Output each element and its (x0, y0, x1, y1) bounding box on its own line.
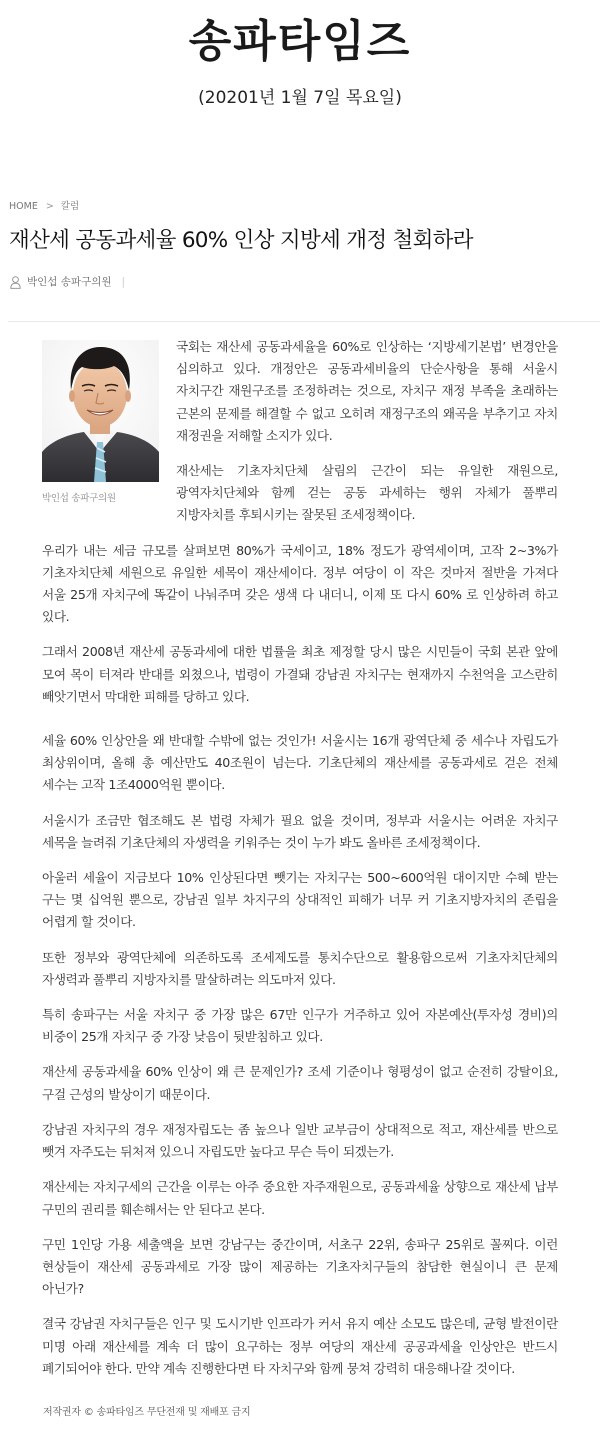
article-paragraph: 재산세 공동과세율 60% 인상이 왜 큰 문제인가? 조세 기준이나 형평성이 없고 순전히 강탈이요, 구걸 근성의 발상이기 때문이다. (42, 1064, 558, 1102)
article-paragraph: 결국 강남권 자치구들은 인구 및 도시기반 인프라가 커서 유지 예산 소모도 많은데, 균형 발전이란 미명 아래 재산세를 계속 더 많이 요구하는 정부 여당의 재산세 공공과세율 인상안은 반드시 폐기되어야 한다. 만약 계속 진행한다면 타 자치구와 함께 뭉쳐 강력히 대응해나갈 것이다. (42, 1316, 558, 1376)
byline (10, 274, 125, 290)
chevron-right-icon: > (45, 201, 54, 212)
article-title: 재산세 공동과세율 60% 인상 지방세 개정 철회하라 (9, 228, 473, 253)
article-paragraph: 또한 정부와 광역단체에 의존하도록 조세제도를 통치수단으로 활용함으로써 기초자치단체의 자생력과 풀뿌리 지방자치를 말살하려는 의도마저 있다. (42, 949, 558, 987)
article-paragraph: 재산세는 기초자치단체 살림의 근간이 되는 유일한 재원으로, 광역자치단체와 함께 걷는 공동 과세하는 행위 자체가 풀뿌리 지방자치를 후퇴시키는 잘못된 조세정책이다. (176, 463, 558, 523)
article-paragraph: 그래서 2008년 재산세 공동과세에 대한 법률을 최초 제정할 당시 많은 시민들이 국회 본관 앞에 모여 목이 터져라 반대를 외쳤으나, 법령이 가결돼 강남권 자치구는 현재까지 수천억을 고스란히 빼앗기면서 막대한 피해를 당하고 있다. (42, 644, 558, 704)
copyright-notice: 저작권자 © 송파타임즈 무단전재 및 재배포 금지 (43, 1407, 251, 1418)
masthead (0, 0, 600, 130)
breadcrumb-home-link[interactable]: HOME (9, 201, 38, 212)
article-paragraph: 구민 1인당 가용 세출액을 보면 강남구는 중간이며, 서초구 22위, 송파구 25위로 꼴찌다. 이런 현상들이 재산세 공동과세로 가장 많이 제공하는 기초자치구들의 참담한 현실이니 큰 문제 아닌가? (42, 1236, 558, 1297)
author-name[interactable]: 박인섭 송파구의원 (27, 276, 112, 288)
breadcrumb-section-link[interactable]: 칼럼 (60, 201, 80, 212)
article-paragraph: 국회는 재산세 공동과세율을 60%로 인상하는 ‘지방세기본법’ 변경안을 심의하고 있다. 개정안은 공동과세비율의 단순사항을 통해 서울시 자치구간 재원구조를 조정하려는 것으로, 자치구 재정 부족을 초래하는 근본의 문제를 해결할 수 없고 오히려 재정구조의 왜곡을 부추기고 자치 재정권을 저해할 소지가 있다. (176, 339, 558, 443)
issue-dateline: (20201년 1월 7일 목요일) (198, 88, 402, 108)
article-paragraph: 세율 60% 인상안을 왜 반대할 수밖에 없는 것인가! 서울시는 16개 광역단체 중 세수나 자립도가 최상위이며, 올해 총 예산만도 40조원이 넘는다. 기초단체의 재산세를 공동과세로 걷은 전체 세수는 고작 1조4000억원 뿐이다. (42, 733, 558, 793)
breadcrumb (9, 200, 79, 214)
article-paragraph: 아울러 세율이 지금보다 10% 인상된다면 뺏기는 자치구는 500~600억원 대이지만 수혜 받는 구는 몇 십억원 뿐으로, 강남권 일부 차지구의 상대적인 피해가 너무 커 기초지방자치의 존립을 어렵게 할 것이다. (42, 870, 558, 930)
header-divider (8, 321, 600, 322)
article-body (42, 336, 558, 1380)
article-paragraph: 재산세는 자치구세의 근간을 이루는 아주 중요한 자주재원으로, 공동과세율 상향으로 재산세 납부 구민의 권리를 훼손해서는 안 된다고 본다. (42, 1179, 558, 1217)
article-paragraph: 서울시가 조금만 협조해도 본 법령 자체가 필요 없을 것이며, 정부과 서울시는 어려운 자치구 세목을 늘려줘 기초단체의 자생력을 키워주는 것이 누가 봐도 올바른 조세정책이다. (42, 812, 558, 850)
byline-separator: | (121, 276, 126, 288)
newspaper-logo[interactable]: 송파타임즈 (188, 16, 412, 67)
article-paragraph: 특히 송파구는 서울 자치구 중 가장 많은 67만 인구가 거주하고 있어 자본예산(투자성 경비)의 비중이 25개 자치구 중 가장 낮음이 뒷받침하고 있다. (42, 1007, 558, 1045)
user-icon (10, 276, 21, 289)
article-paragraph: 강남권 자치구의 경우 재정자립도는 좀 높으나 일반 교부금이 상대적으로 적고, 재산세를 반으로 뺏겨 자주도는 뒤처져 있으니 자립도만 높다고 무슨 득이 되겠는가. (42, 1121, 558, 1160)
photo-caption: 박인섭 송파구의원 (42, 493, 116, 504)
article-paragraph: 우리가 내는 세금 규모를 살펴보면 80%가 국세이고, 18% 정도가 광역세이며, 고작 2~3%가 기초자치단체 세원으로 유일한 세목이 재산세이다. 정부 여당이 이 작은 것마저 절반을 가져다 서울 25개 자치구에 똑같이 나눠주며 갖은 생색 다 내더니, 이제 또 다시 60% 로 인상하려 하고 있다. (42, 542, 558, 625)
